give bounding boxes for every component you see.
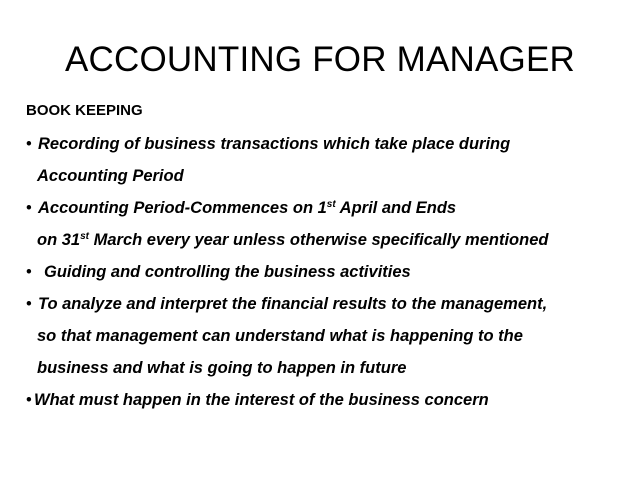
ordinal-suffix: st [80,231,90,242]
point-3-text-1: Guiding and controlling the business activities [44,263,411,281]
ordinal-suffix: st [326,199,336,210]
bullet-point-3-line-1 [26,261,411,283]
point-5-text-1: What must happen in the interest of the business concern [34,391,489,409]
bullet-point-1-line-1 [26,133,510,155]
bullet-point-1-line-2: Accounting Period [37,167,184,185]
slide-title: ACCOUNTING FOR MANAGER [65,40,575,79]
bullet-icon: • [26,199,32,217]
bullet-point-5-line-1 [26,389,489,411]
bullet-icon: • [26,263,32,281]
bullet-point-4-line-2: so that management can understand what is happening to the [37,327,523,345]
point-2-text-2a: on 31 [37,231,81,249]
bullet-point-4-line-3: business and what is going to happen in future [37,359,407,377]
bullet-point-2-line-1 [26,197,456,219]
section-heading: BOOK KEEPING [26,102,143,119]
bullet-icon: • [26,391,32,409]
bullet-point-4-line-1 [26,293,547,315]
point-1-text-1: Recording of business transactions which take place during [38,135,511,153]
point-2-text-2b: March every year unless otherwise specifically mentioned [89,231,549,249]
point-2-text-1b: April and Ends [335,199,457,217]
bullet-point-2-line-2 [37,229,548,251]
point-2-text-1a: Accounting Period-Commences on 1 [38,199,327,217]
point-4-text-1: To analyze and interpret the financial results to the management, [38,295,548,313]
bullet-icon: • [26,135,32,153]
bullet-icon: • [26,295,32,313]
